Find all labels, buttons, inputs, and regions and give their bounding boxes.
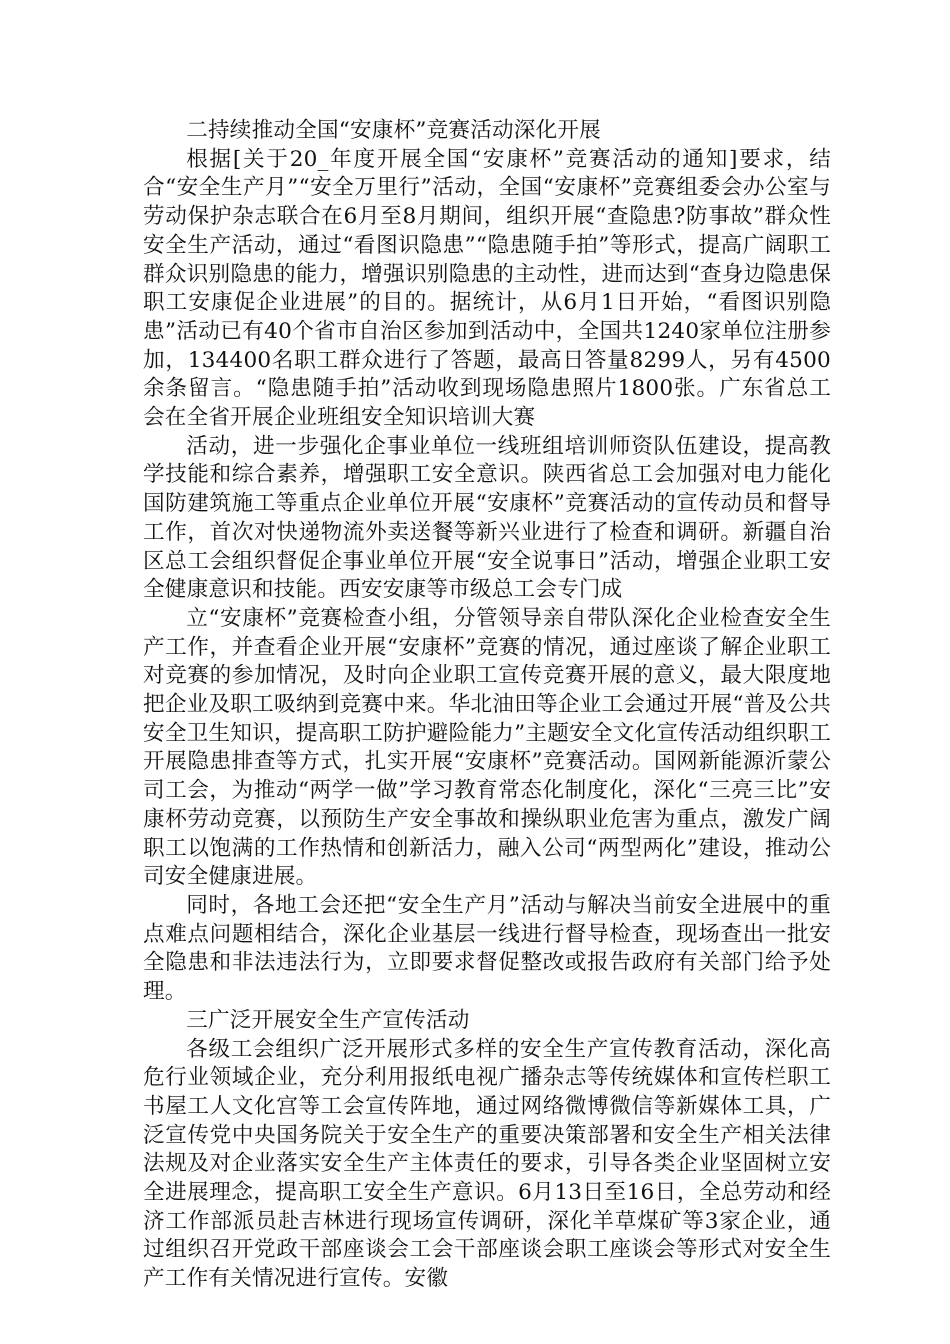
- section-heading-3: 三广泛开展安全生产宣传活动: [186, 1007, 470, 1033]
- document-page: [143, 117, 831, 1294]
- section-heading-2: 二持续推动全国“安康杯”竞赛活动深化开展: [186, 118, 601, 143]
- paragraph: 同时，各地工会还把“安全生产月”活动与解决当前安全进展中的重点难点问题相结合，深化企业基层一线进行督导检查，现场查出一批安全隐患和非法违法行为，立即要求督促整改或报告政府有关部门给予处理。: [143, 892, 831, 1005]
- paragraph: 根据[关于20_年度开展全国“安康杯”竞赛活动的通知]要求，结合“安全生产月”“安全万里行”活动，全国“安康杯”竞赛组委会办公室与劳动保护杂志联合在6月至8月期间，组织开展“查隐患?防事故”群众性安全生产活动，通过“看图识隐患”“隐患随手拍”等形式，提高广阔职工群众识别隐患的能力，增强识别隐患的主动性，进而达到“查身边隐患保职工安康促企业进展”的目的。据统计，从6月1日开始，“看图识别隐患”活动已有40个省市自治区参加到活动中，全国共1240家单位注册参加，134400名职工群众进行了答题，最高日答量8299人，另有4500余条留言。“隐患随手拍”活动收到现场隐患照片1800张。广东省总工会在全省开展企业班组安全知识培训大赛: [143, 146, 831, 431]
- paragraph: 各级工会组织广泛开展形式多样的安全生产宣传教育活动，深化高危行业领域企业，充分利用报纸电视广播杂志等传统媒体和宣传栏职工书屋工人文化宫等工会宣传阵地，通过网络微博微信等新媒体工具，广泛宣传党中央国务院关于安全生产的重要决策部署和安全生产相关法律法规及对企业落实安全生产主体责任的要求，引导各类企业坚固树立安全进展理念，提高职工安全生产意识。6月13日至16日，全总劳动和经济工作部派员赴吉林进行现场宣传调研，深化羊草煤矿等3家企业，通过组织召开党政干部座谈会工会干部座谈会职工座谈会等形式对安全生产工作有关情况进行宣传。安徽: [143, 1036, 831, 1292]
- paragraph: 活动，进一步强化企事业单位一线班组培训师资队伍建设，提高教学技能和综合素养，增强职工安全意识。陕西省总工会加强对电力能化国防建筑施工等重点企业单位开展“安康杯”竞赛活动的宣传动员和督导工作，首次对快递物流外卖送餐等新兴业进行了检查和调研。新疆自治区总工会组织督促企事业单位开展“安全说事日”活动，增强企业职工安全健康意识和技能。西安安康等市级总工会专门成: [143, 433, 831, 603]
- paragraph: 立“安康杯”竞赛检查小组，分管领导亲自带队深化企业检查安全生产工作，并查看企业开展“安康杯”竞赛的情况，通过座谈了解企业职工对竞赛的参加情况，及时向企业职工宣传竞赛开展的意义，最大限度地把企业及职工吸纳到竞赛中来。华北油田等企业工会通过开展“普及公共安全卫生知识，提高职工防护避险能力”主题安全文化宣传活动组织职工开展隐患排查等方式，扎实开展“安康杯”竞赛活动。国网新能源沂蒙公司工会，为推动“两学一做”学习教育常态化制度化，深化“三亮三比”安康杯劳动竞赛，以预防生产安全事故和操纵职业危害为重点，激发广阔职工以饱满的工作热情和创新活力，融入公司“两型两化”建设，推动公司安全健康进展。: [143, 605, 831, 890]
